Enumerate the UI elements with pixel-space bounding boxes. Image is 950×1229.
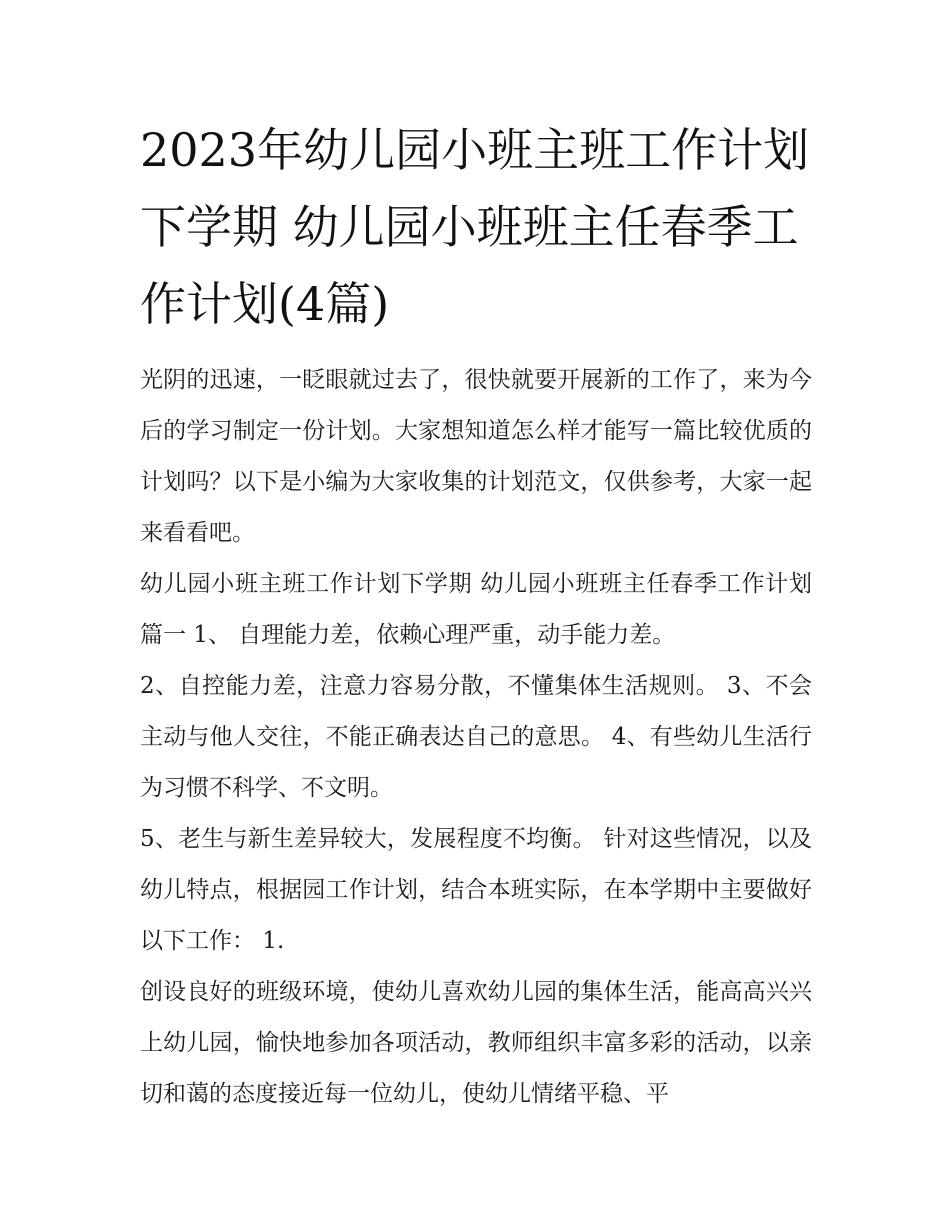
- intro-paragraph: 光阴的迅速，一眨眼就过去了，很快就要开展新的工作了，来为今后的学习制定一份计划。大家想知道怎么样才能写一篇比较优质的计划吗？以下是小编为大家收集的计划范文，仅供参考，大家一起来看看吧。: [140, 367, 812, 546]
- document-title: 2023年幼儿园小班主班工作计划下学期 幼儿园小班班主任春季工作计划(4篇): [140, 123, 810, 331]
- document-content: [140, 112, 812, 1120]
- list-paragraph-2-4: 2、自控能力差，注意力容易分散，不懂集体生活规则。 3、不会主动与他人交往，不能正确表达自己的意思。 4、有些幼儿生活行为习惯不科学、不文明。: [140, 673, 812, 801]
- list-paragraph-5: 5、老生与新生差异较大，发展程度不均衡。 针对这些情况，以及幼儿特点，根据园工作计划，结合本班实际，在本学期中主要做好以下工作： 1.: [140, 826, 812, 954]
- section-heading-paragraph: 幼儿园小班主班工作计划下学期 幼儿园小班班主任春季工作计划篇一 1、 自理能力差，依赖心理严重，动手能力差。: [140, 571, 812, 648]
- body-paragraph-environment: 创设良好的班级环境，使幼儿喜欢幼儿园的集体生活，能高高兴兴上幼儿园，愉快地参加各项活动，教师组织丰富多彩的活动，以亲切和蔼的态度接近每一位幼儿，使幼儿情绪平稳、平: [140, 979, 812, 1107]
